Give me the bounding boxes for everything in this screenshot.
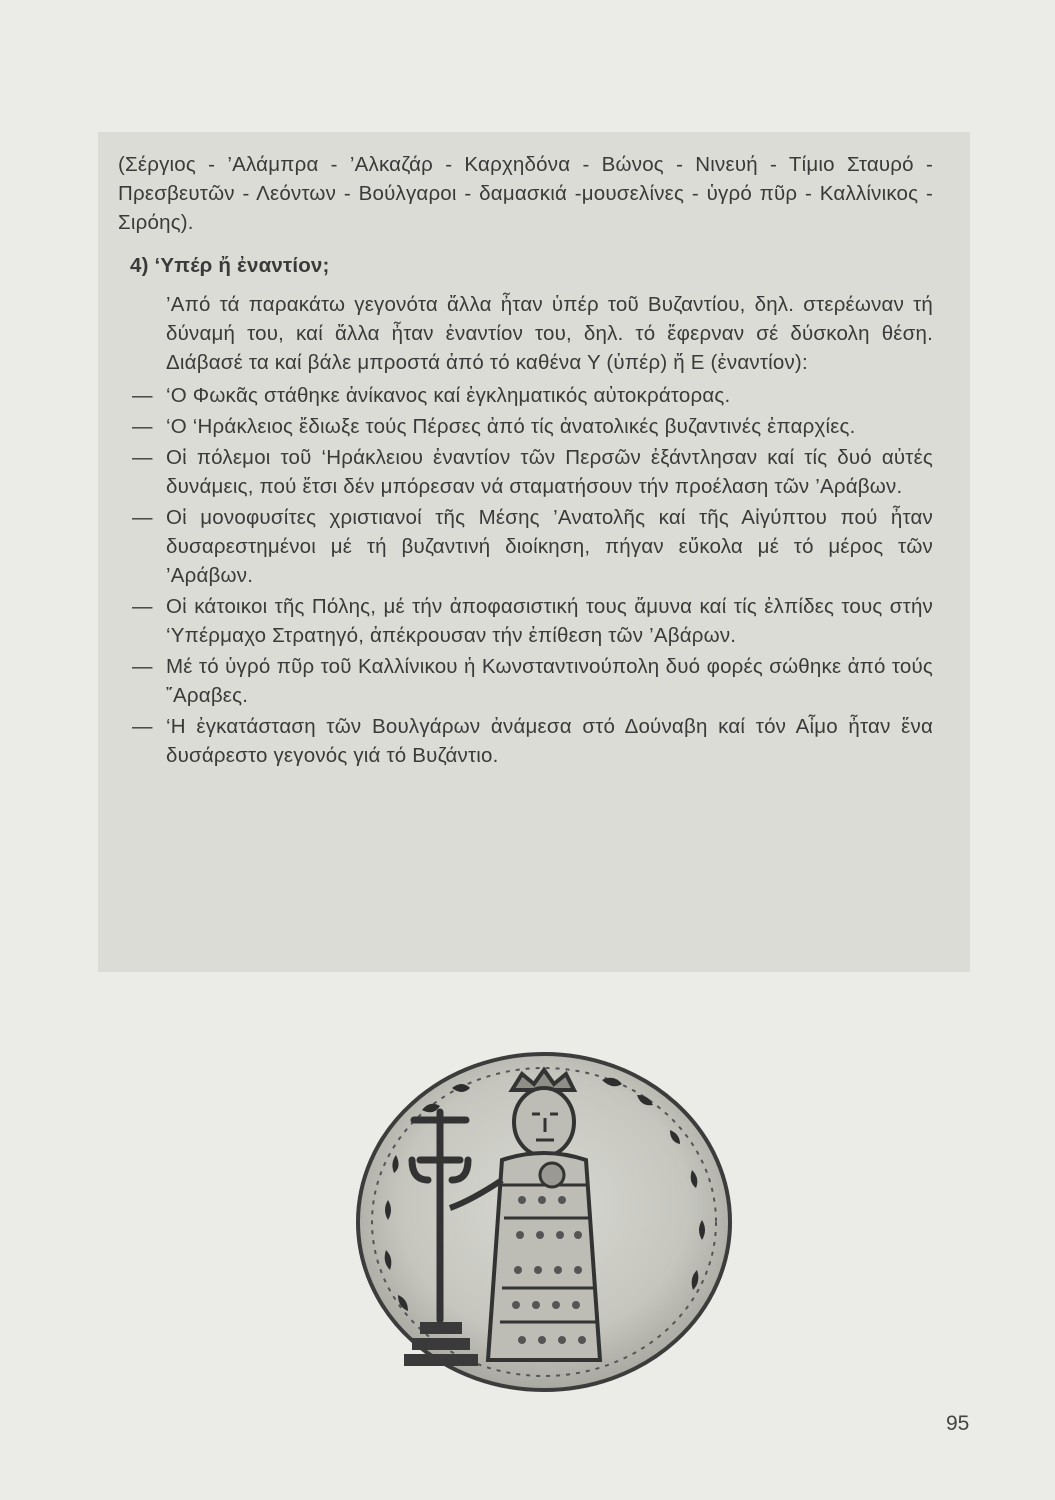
- statement-list: [118, 381, 933, 770]
- dash-marker: —: [132, 415, 153, 438]
- statement-text: Μέ τό ὑγρό πῦρ τοῦ Καλλίνικου ἡ Κωνσταντινούπολη δυό φορές σώθηκε ἀπό τούς ῎Αραβες.: [166, 655, 933, 707]
- keyword-list: (Σέργιος - ’Αλάμπρα - ’Αλκαζάρ - Καρχηδόνα - Βώνος - Νινευή - Τίμιο Σταυρό - Πρεσβευτῶν - Λεόντων - Βούλγαροι - δαμασκιά -μουσελίνες - ὑγρό πῦρ - Καλλίνικος - Σιρόης).: [118, 153, 933, 234]
- dash-marker: —: [132, 655, 153, 678]
- page-content: [118, 150, 933, 772]
- statement-text: Οἱ μονοφυσίτες χριστιανοί τῆς Μέσης ’Ανατολῆς καί τῆς Αἰγύπτου πού ἦταν δυσαρεστημένοι μέ τή βυζαντινή διοίκηση, πήγαν εὔκολα μέ τό μέρος τῶν ’Αράβων.: [166, 506, 933, 587]
- dash-marker: —: [132, 595, 153, 618]
- dash-marker: —: [132, 384, 153, 407]
- statement-text: Οἱ πόλεμοι τοῦ ‘Ηράκλειου ἐναντίον τῶν Περσῶν ἐξάντλησαν καί τίς δυό αὐτές δυνάμεις, πού ἔτσι δέν μπόρεσαν νά σταματήσουν τήν προέλαση τῶν ’Αράβων.: [166, 446, 933, 498]
- statement-text: ‘Ο ‘Ηράκλειος ἔδιωξε τούς Πέρσες ἀπό τίς ἀνατολικές βυζαντινές ἐπαρχίες.: [166, 415, 856, 438]
- list-item: [118, 592, 933, 650]
- exercise-instructions: ’Από τά παρακάτω γεγονότα ἄλλα ἦταν ὑπέρ τοῦ Βυζαντίου, δηλ. στερέωναν τή δύναμή του, καί ἄλλα ἦταν ἐναντίον του, δηλ. τό ἔφερναν σέ δύσκολη θέση. Διάβασέ τα καί βάλε μπροστά ἀπό τό καθένα Υ (ὑπέρ) ἤ Ε (ἐναντίον):: [166, 293, 933, 374]
- statement-text: ‘Ο Φωκᾶς στάθηκε ἀνίκανος καί ἐγκληματικός αὐτοκράτορας.: [166, 384, 731, 407]
- list-item: [118, 412, 933, 441]
- statement-text: ‘Η ἐγκατάσταση τῶν Βουλγάρων ἀνάμεσα στό Δούναβη καί τόν Αἶμο ἦταν ἕνα δυσάρεστο γεγονός γιά τό Βυζάντιο.: [166, 715, 933, 767]
- list-item: [118, 381, 933, 410]
- dash-marker: —: [132, 506, 153, 529]
- statement-text: Οἱ κάτοικοι τῆς Πόλης, μέ τήν ἀποφασιστική τους ἄμυνα καί τίς ἐλπίδες τους στήν ‘Υπέρμαχο Στρατηγό, ἀπέκρουσαν τήν ἐπίθεση τῶν ’Αβάρων.: [166, 595, 933, 647]
- byzantine-coin-image: [352, 1050, 736, 1400]
- dash-marker: —: [132, 715, 153, 738]
- list-item: [118, 503, 933, 590]
- list-item: [118, 712, 933, 770]
- exercise-heading: 4) ‘Υπέρ ἤ ἐναντίον;: [130, 254, 330, 277]
- list-item: [118, 652, 933, 710]
- list-item: [118, 443, 933, 501]
- dash-marker: —: [132, 446, 153, 469]
- page-number: 95: [946, 1412, 970, 1435]
